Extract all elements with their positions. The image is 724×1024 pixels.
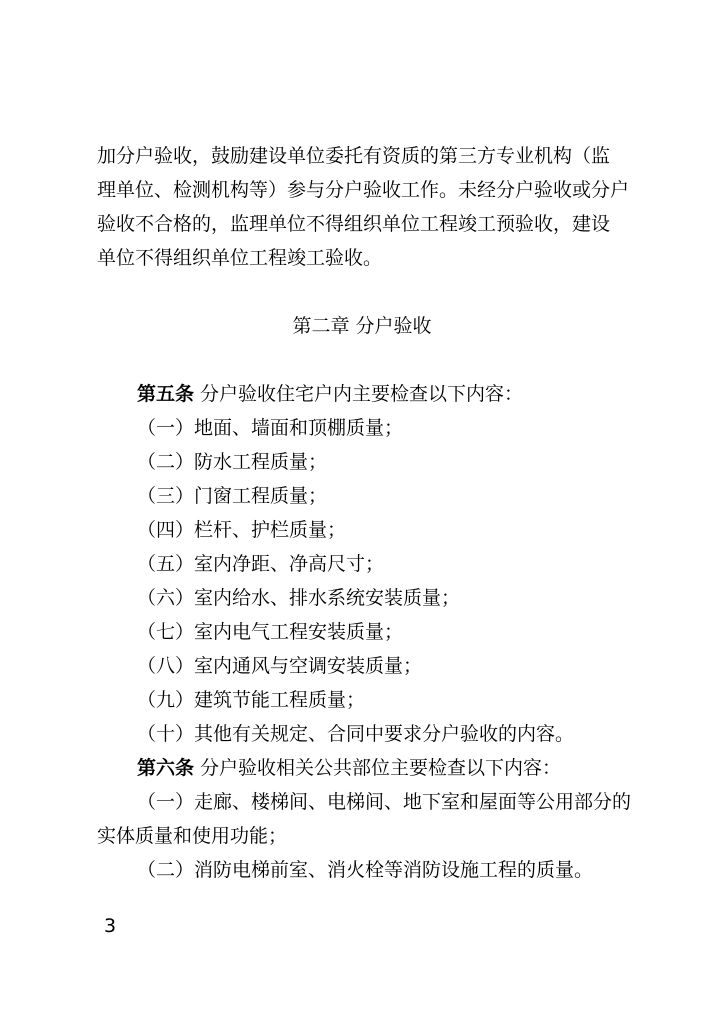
article-5-item: （一）地面、墙面和顶棚质量； bbox=[137, 417, 404, 439]
intro-line-1: 加分户验收，鼓励建设单位委托有资质的第三方专业机构（监 bbox=[97, 145, 611, 167]
article-5-item: （八）室内通风与空调安装质量； bbox=[137, 655, 423, 677]
article-5-item: （二）防水工程质量； bbox=[137, 451, 328, 473]
intro-line-4: 单位不得组织单位工程竣工验收。 bbox=[97, 247, 383, 269]
article-5-item: （三）门窗工程质量； bbox=[137, 485, 328, 507]
page-number: 3 bbox=[104, 915, 117, 937]
article-5-item: （十）其他有关规定、合同中要求分户验收的内容。 bbox=[137, 723, 575, 745]
intro-line-2: 理单位、检测机构等）参与分户验收工作。未经分户验收或分户 bbox=[97, 179, 630, 201]
article-6-item-1-line-2: 实体质量和使用功能； bbox=[97, 825, 288, 847]
article-6-label: 第六条 bbox=[137, 757, 195, 779]
article-5-label: 第五条 bbox=[137, 383, 195, 405]
intro-line-3: 验收不合格的，监理单位不得组织单位工程竣工预验收，建设 bbox=[97, 213, 611, 235]
article-6-text: 分户验收相关公共部位主要检查以下内容： bbox=[194, 757, 562, 779]
article-5-text: 分户验收住宅户内主要检查以下内容： bbox=[194, 383, 524, 405]
article-5-item: （六）室内给水、排水系统安装质量； bbox=[137, 587, 461, 609]
article-5-heading bbox=[137, 382, 523, 406]
article-5-item: （九）建筑节能工程质量； bbox=[137, 689, 366, 711]
article-5-item: （七）室内电气工程安装质量； bbox=[137, 621, 404, 643]
article-5-item: （四）栏杆、护栏质量； bbox=[137, 519, 347, 541]
article-5-item: （五）室内净距、净高尺寸； bbox=[137, 553, 385, 575]
article-6-item-2: （二）消防电梯前室、消火栓等消防设施工程的质量。 bbox=[137, 859, 594, 881]
chapter-title: 第二章 分户验收 bbox=[292, 315, 432, 337]
article-6-heading bbox=[137, 756, 561, 780]
article-6-item-1-line-1: （一）走廊、楼梯间、电梯间、地下室和屋面等公用部分的 bbox=[137, 791, 632, 813]
